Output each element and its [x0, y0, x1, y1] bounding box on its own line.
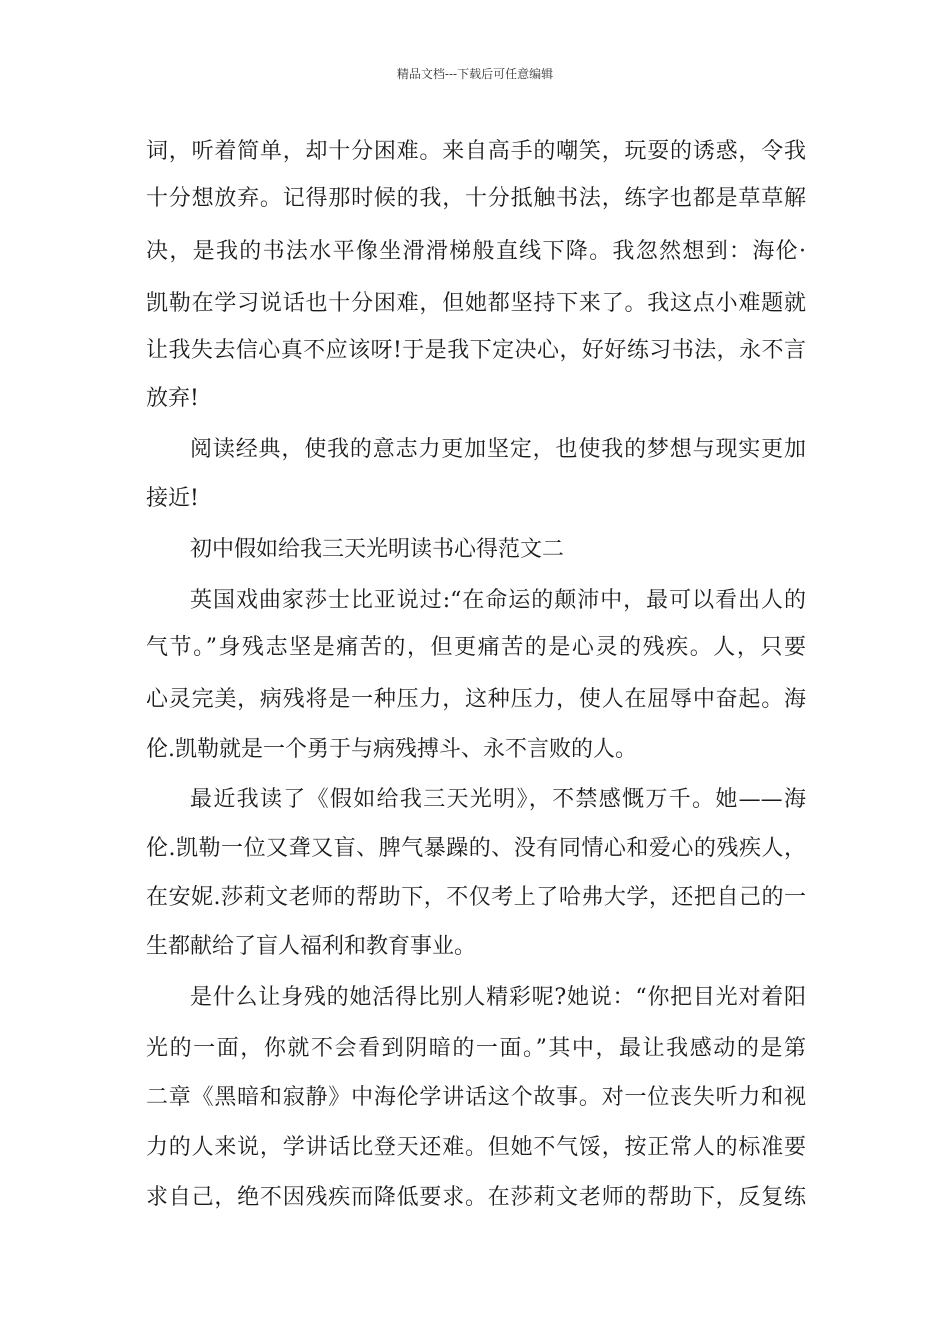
paragraph-first-line: 阅读经典，使我的意志力更加坚定，也使我的梦想与现实更加	[190, 437, 806, 462]
text-line: 生都献给了盲人福利和教育事业。	[146, 934, 477, 959]
text-line: 放弃!	[146, 386, 199, 411]
text-line: 词，听着简单，却十分困难。来自高手的嘲笑，玩耍的诱惑，令我	[146, 139, 806, 164]
text-line: 求自己，绝不因残疾而降低要求。在莎莉文老师的帮助下，反复练	[146, 1185, 806, 1210]
paragraph-first-line: 是什么让身残的她活得比别人精彩呢?她说：“你把目光对着阳	[190, 985, 806, 1010]
text-line: 气节。”身残志坚是痛苦的，但更痛苦的是心灵的残疾。人，只要	[146, 635, 806, 660]
section-heading: 初中假如给我三天光明读书心得范文二	[190, 537, 565, 562]
text-line: 十分想放弃。记得那时候的我，十分抵触书法，练字也都是草草解	[146, 186, 806, 211]
text-line: 决，是我的书法水平像坐滑滑梯般直线下降。我忽然想到：海伦·	[146, 239, 806, 264]
text-line: 心灵完美，病残将是一种压力，这种压力，使人在屈辱中奋起。海	[146, 687, 806, 712]
text-line: 伦.凯勒一位又聋又盲、脾气暴躁的、没有同情心和爱心的残疾人，	[146, 836, 806, 861]
text-line: 力的人来说，学讲话比登天还难。但她不气馁，按正常人的标准要	[146, 1135, 806, 1160]
paragraph-first-line: 最近我读了《假如给我三天光明》，不禁感慨万千。她——海	[190, 787, 806, 812]
text-line: 凯勒在学习说话也十分困难，但她都坚持下来了。我这点小难题就	[146, 291, 806, 316]
text-line: 光的一面，你就不会看到阴暗的一面。”其中，最让我感动的是第	[146, 1036, 806, 1061]
text-line: 在安妮.莎莉文老师的帮助下，不仅考上了哈弗大学，还把自己的一	[146, 885, 806, 910]
paragraph-first-line: 英国戏曲家莎士比亚说过:“在命运的颠沛中，最可以看出人的	[190, 588, 806, 613]
text-line: 接近!	[146, 486, 199, 511]
text-line: 让我失去信心真不应该呀!于是我下定决心，好好练习书法，永不言	[146, 338, 806, 363]
text-line: 二章《黑暗和寂静》中海伦学讲话这个故事。对一位丧失听力和视	[146, 1085, 806, 1110]
text-line: 伦.凯勒就是一个勇于与病残搏斗、永不言败的人。	[146, 737, 637, 762]
page-header: 精品文档---下载后可任意编辑	[396, 67, 554, 81]
